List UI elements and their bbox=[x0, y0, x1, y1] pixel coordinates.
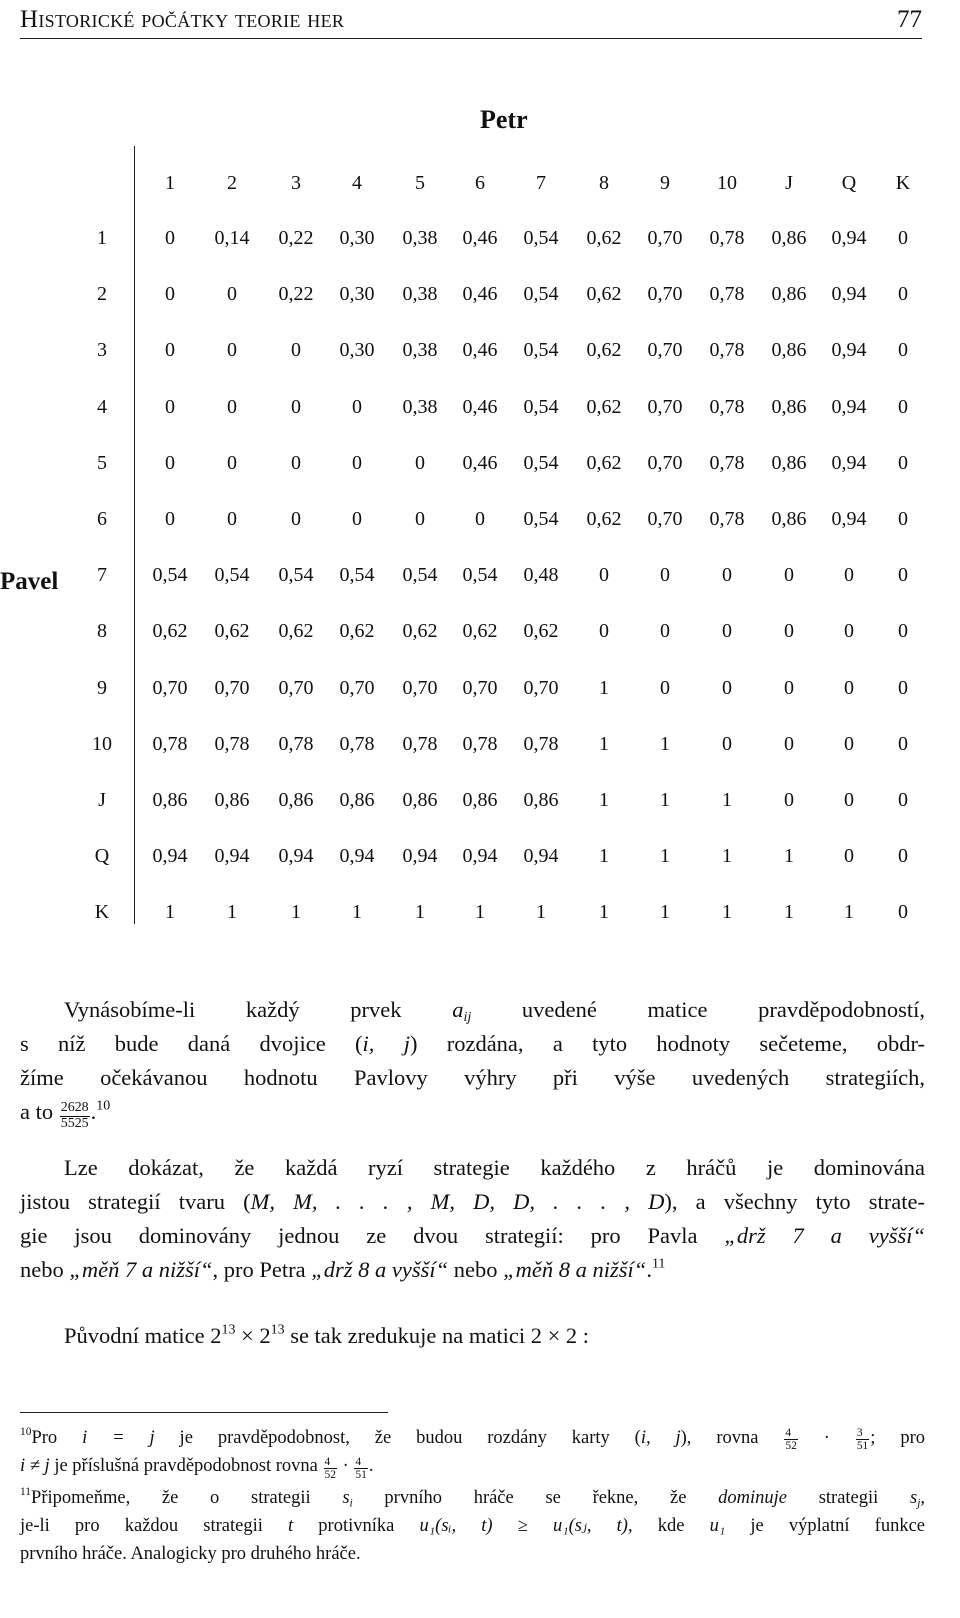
column-header: 9 bbox=[660, 172, 670, 194]
text-run: uvedené matice pravděpodobností, bbox=[471, 997, 925, 1022]
matrix-cell: 0 bbox=[352, 452, 362, 474]
matrix-cell: 0,54 bbox=[523, 396, 559, 418]
text-line bbox=[20, 1253, 925, 1287]
matrix-cell: 0 bbox=[898, 733, 908, 755]
matrix-cell: 1 bbox=[599, 677, 609, 699]
column-header: 2 bbox=[227, 172, 237, 194]
matrix-cell: 0,78 bbox=[339, 733, 375, 755]
row-header: 9 bbox=[97, 677, 107, 699]
matrix-cell: 0,70 bbox=[152, 677, 188, 699]
matrix-cell: 0,38 bbox=[402, 339, 438, 361]
column-header: K bbox=[895, 172, 911, 194]
matrix-cell: 0,94 bbox=[831, 283, 867, 305]
matrix-cell: 0,78 bbox=[709, 227, 745, 249]
matrix-cell: 0,94 bbox=[278, 845, 314, 867]
matrix-cell: 0,70 bbox=[339, 677, 375, 699]
row-header: 6 bbox=[97, 508, 107, 530]
strategy-form: M, M, . . . , M, D, D, . . . , D bbox=[250, 1189, 665, 1214]
matrix-cell: 0 bbox=[784, 677, 794, 699]
matrix-cell: 0,86 bbox=[771, 227, 807, 249]
matrix-cell: 0,38 bbox=[402, 283, 438, 305]
row-header: Q bbox=[94, 845, 110, 867]
matrix-cell: 0,86 bbox=[771, 396, 807, 418]
text-line: žíme očekávanou hodnotu Pavlovy výhry při výše uvedených strategiích, bbox=[20, 1065, 925, 1090]
matrix-cell: 0 bbox=[844, 845, 854, 867]
footnote-rule bbox=[20, 1412, 388, 1413]
matrix-cell: 1 bbox=[475, 901, 485, 923]
matrix-cell: 0 bbox=[165, 283, 175, 305]
matrix-cell: 0 bbox=[898, 845, 908, 867]
matrix-cell: 0 bbox=[722, 677, 732, 699]
matrix-cell: 0 bbox=[898, 283, 908, 305]
matrix-cell: 1 bbox=[599, 845, 609, 867]
matrix-cell: 0 bbox=[844, 789, 854, 811]
text-run: nebo bbox=[20, 1257, 70, 1282]
matrix-cell: 0,62 bbox=[214, 620, 250, 642]
text-run: . bbox=[646, 1257, 652, 1282]
matrix-cell: 0,70 bbox=[647, 339, 683, 361]
matrix-cell: 0 bbox=[898, 564, 908, 586]
matrix-cell: 0 bbox=[784, 564, 794, 586]
matrix-cell: 0,70 bbox=[523, 677, 559, 699]
matrix-cell: 1 bbox=[599, 733, 609, 755]
matrix-cell: 1 bbox=[784, 901, 794, 923]
row-header: 5 bbox=[97, 452, 107, 474]
matrix-cell: 0 bbox=[165, 396, 175, 418]
matrix-cell: 0,78 bbox=[709, 396, 745, 418]
matrix-cell: 1 bbox=[415, 901, 425, 923]
matrix-cell: 0 bbox=[898, 508, 908, 530]
matrix-cell: 0,78 bbox=[152, 733, 188, 755]
matrix-cell: 0 bbox=[898, 901, 908, 923]
matrix-cell: 0,62 bbox=[462, 620, 498, 642]
row-header: K bbox=[94, 901, 110, 923]
matrix-cell: 0 bbox=[784, 789, 794, 811]
matrix-cell: 1 bbox=[660, 901, 670, 923]
matrix-cell: 0,62 bbox=[586, 339, 622, 361]
matrix-cell: 0,94 bbox=[214, 845, 250, 867]
strategy-quote: „měň 7 a nižší“ bbox=[69, 1257, 213, 1282]
math-pair: i, j bbox=[362, 1031, 410, 1056]
text-line: $^{10}$Pro i = j je pravděpodobnost, že budou rozdány karty (i, j), rovna $\frac{4}{52}$ · $\frac{3}{51}$ ; pro bbox=[20, 1425, 925, 1453]
matrix-cell: 0,86 bbox=[339, 789, 375, 811]
matrix-cell: 0 bbox=[227, 396, 237, 418]
matrix-cell: 0 bbox=[291, 452, 301, 474]
matrix-cell: 0,46 bbox=[462, 339, 498, 361]
text-line bbox=[20, 1219, 925, 1253]
fraction: $\frac{4}{52}$ bbox=[324, 1455, 336, 1481]
text-run: s níž bude daná dvojice ( bbox=[20, 1031, 363, 1056]
matrix-cell: 1 bbox=[784, 845, 794, 867]
matrix-cell: 0 bbox=[291, 508, 301, 530]
column-header: 4 bbox=[352, 172, 362, 194]
matrix-cell: 0,70 bbox=[462, 677, 498, 699]
matrix-cell: 0 bbox=[165, 227, 175, 249]
row-header: 8 bbox=[97, 620, 107, 642]
matrix-cell: 0 bbox=[475, 508, 485, 530]
matrix-cell: 0 bbox=[291, 396, 301, 418]
text-run: gie jsou dominovány jednou ze dvou strategií: pro Pavla bbox=[20, 1223, 725, 1248]
matrix-cell: 0,94 bbox=[152, 845, 188, 867]
matrix-cell: 0,86 bbox=[771, 508, 807, 530]
matrix-cell: 0,62 bbox=[152, 620, 188, 642]
matrix-cell: 0,78 bbox=[709, 508, 745, 530]
matrix-cell: 0 bbox=[227, 452, 237, 474]
text-line: $^{11}$Připomeňme, že o strategii $s_i$ prvního hráče se řekne, že dominuje strategii $s_j$, bbox=[20, 1485, 926, 1510]
matrix-cell: 0 bbox=[660, 564, 670, 586]
matrix-cell: 1 bbox=[227, 901, 237, 923]
matrix-cell: 0 bbox=[660, 620, 670, 642]
matrix-cell: 0,70 bbox=[647, 283, 683, 305]
matrix-cell: 0 bbox=[352, 508, 362, 530]
matrix-cell: 0 bbox=[415, 508, 425, 530]
matrix-cell: 0,94 bbox=[339, 845, 375, 867]
row-header: 1 bbox=[97, 227, 107, 249]
matrix-cell: 0,62 bbox=[586, 227, 622, 249]
matrix-cell: 0 bbox=[599, 564, 609, 586]
row-header: 7 bbox=[97, 564, 107, 586]
matrix-cell: 0 bbox=[227, 283, 237, 305]
text-run: Lze dokázat, že každá ryzí strategie každého z hráčů je dominována bbox=[64, 1155, 925, 1180]
matrix-cell: 0,94 bbox=[831, 508, 867, 530]
column-header: J bbox=[785, 172, 793, 194]
matrix-cell: 0 bbox=[784, 620, 794, 642]
matrix-cell: 1 bbox=[660, 845, 670, 867]
matrix-cell: 0,54 bbox=[214, 564, 250, 586]
matrix-cell: 1 bbox=[536, 901, 546, 923]
matrix-cell: 0 bbox=[898, 227, 908, 249]
row-header: J bbox=[98, 789, 106, 811]
matrix-cell: 0,94 bbox=[831, 396, 867, 418]
text-line: prvního hráče. Analogicky pro druhého hráče. bbox=[20, 1544, 361, 1564]
matrix-cell: 0,38 bbox=[402, 396, 438, 418]
column-header: 3 bbox=[291, 172, 301, 194]
text-line bbox=[20, 993, 925, 1027]
matrix-cell: 0 bbox=[844, 677, 854, 699]
matrix-cell: 0,86 bbox=[152, 789, 188, 811]
matrix-cell: 0,94 bbox=[462, 845, 498, 867]
matrix-cell: 1 bbox=[722, 901, 732, 923]
matrix-cell: 0 bbox=[415, 452, 425, 474]
matrix-cell: 0,54 bbox=[402, 564, 438, 586]
paragraph-dominance bbox=[20, 1151, 925, 1287]
matrix-cell: 0,46 bbox=[462, 396, 498, 418]
row-header: 10 bbox=[92, 733, 112, 755]
text-run: ) rozdána, a tyto hodnoty sečeteme, obdr- bbox=[409, 1031, 925, 1056]
column-player-label: Petr bbox=[480, 105, 528, 134]
matrix-cell: 0,78 bbox=[709, 283, 745, 305]
matrix-cell: 0,78 bbox=[709, 452, 745, 474]
fraction: $\frac{2628}{5525}$ bbox=[60, 1100, 89, 1131]
matrix-cell: 0,94 bbox=[523, 845, 559, 867]
text-line bbox=[20, 1151, 925, 1185]
matrix-cell: 1 bbox=[722, 789, 732, 811]
matrix-cell: 0,30 bbox=[339, 339, 375, 361]
matrix-cell: 0,62 bbox=[586, 452, 622, 474]
matrix-cell: 0,54 bbox=[523, 452, 559, 474]
matrix-cell: 0,54 bbox=[339, 564, 375, 586]
fraction: $\frac{4}{51}$ bbox=[355, 1455, 367, 1481]
matrix-cell: 0,78 bbox=[523, 733, 559, 755]
matrix-cell: 0,22 bbox=[278, 227, 314, 249]
matrix-cell: 1 bbox=[165, 901, 175, 923]
matrix-cell: 0,70 bbox=[278, 677, 314, 699]
matrix-cell: 1 bbox=[722, 845, 732, 867]
matrix-cell: 0,94 bbox=[831, 339, 867, 361]
text-run: Vynásobíme-li každý prvek bbox=[64, 997, 453, 1022]
header-title: Historické počátky teorie her bbox=[20, 6, 345, 33]
matrix-cell: 0,78 bbox=[402, 733, 438, 755]
matrix-cell: 1 bbox=[844, 901, 854, 923]
text-run: . bbox=[90, 1099, 97, 1124]
matrix-cell: 0 bbox=[352, 396, 362, 418]
matrix-cell: 0 bbox=[722, 733, 732, 755]
footnote-11 bbox=[20, 1484, 925, 1568]
matrix-cell: 0,62 bbox=[339, 620, 375, 642]
matrix-cell: 0 bbox=[165, 339, 175, 361]
matrix-cell: 0,48 bbox=[523, 564, 559, 586]
column-header: 8 bbox=[599, 172, 609, 194]
matrix-cell: 0,86 bbox=[402, 789, 438, 811]
matrix-cell: 0 bbox=[599, 620, 609, 642]
matrix-cell: 0,70 bbox=[214, 677, 250, 699]
matrix-cell: 0,54 bbox=[523, 508, 559, 530]
matrix-cell: 0,86 bbox=[278, 789, 314, 811]
matrix-cell: 0,54 bbox=[523, 283, 559, 305]
paragraph-reduction: Původní matice $2^{13} \times 2^{13}$ se tak zredukuje na matici 2 × 2 : bbox=[64, 1322, 590, 1348]
footnote-mark: 11 bbox=[20, 1485, 32, 1498]
strategy-quote: „drž 7 a vyšší“ bbox=[724, 1223, 925, 1248]
matrix-cell: 0,46 bbox=[462, 452, 498, 474]
matrix-cell: 0 bbox=[844, 620, 854, 642]
text-run: ), a všechny tyto strate- bbox=[664, 1189, 925, 1214]
paragraph-expected-value bbox=[20, 993, 925, 1131]
matrix-cell: 0 bbox=[898, 396, 908, 418]
text-line bbox=[20, 1095, 925, 1131]
matrix-cell: 0,54 bbox=[152, 564, 188, 586]
matrix-vertical-rule bbox=[134, 146, 135, 924]
strategy-quote: „měň 8 a nižší“ bbox=[503, 1257, 647, 1282]
matrix-cell: 0 bbox=[898, 452, 908, 474]
column-header: 10 bbox=[717, 172, 737, 194]
row-header: 2 bbox=[97, 283, 107, 305]
matrix-cell: 0,62 bbox=[586, 396, 622, 418]
matrix-cell: 0,86 bbox=[462, 789, 498, 811]
matrix-cell: 0,54 bbox=[462, 564, 498, 586]
matrix-cell: 0,70 bbox=[402, 677, 438, 699]
text-run: nebo bbox=[448, 1257, 504, 1282]
column-header: 5 bbox=[415, 172, 425, 194]
row-header: 3 bbox=[97, 339, 107, 361]
footnote-10 bbox=[20, 1424, 925, 1481]
text-line bbox=[20, 1027, 925, 1061]
matrix-cell: 1 bbox=[599, 901, 609, 923]
matrix-cell: 0,78 bbox=[709, 339, 745, 361]
matrix-cell: 0 bbox=[898, 677, 908, 699]
fraction: $\frac{4}{52}$ bbox=[785, 1427, 797, 1453]
column-header: 1 bbox=[165, 172, 175, 194]
matrix-cell: 0,70 bbox=[647, 452, 683, 474]
matrix-cell: 0,30 bbox=[339, 227, 375, 249]
matrix-cell: 0,46 bbox=[462, 283, 498, 305]
column-header: 7 bbox=[536, 172, 546, 194]
matrix-cell: 0 bbox=[165, 508, 175, 530]
matrix-cell: 0 bbox=[784, 733, 794, 755]
matrix-cell: 1 bbox=[660, 789, 670, 811]
matrix-cell: 0,54 bbox=[523, 339, 559, 361]
row-header: 4 bbox=[97, 396, 107, 418]
matrix-cell: 0,14 bbox=[214, 227, 250, 249]
text-run: jistou strategií tvaru ( bbox=[20, 1189, 251, 1214]
matrix-cell: 0,62 bbox=[586, 283, 622, 305]
matrix-cell: 0 bbox=[844, 564, 854, 586]
footnote-ref: 11 bbox=[651, 1256, 666, 1272]
matrix-cell: 0 bbox=[165, 452, 175, 474]
matrix-cell: 0,78 bbox=[462, 733, 498, 755]
matrix-cell: 0,46 bbox=[462, 227, 498, 249]
matrix-cell: 1 bbox=[352, 901, 362, 923]
matrix-cell: 0,70 bbox=[647, 227, 683, 249]
matrix-cell: 0,62 bbox=[586, 508, 622, 530]
footnote-ref: 10 bbox=[96, 1098, 111, 1114]
text-line: je-li pro každou strategii t protivníka u₁(sᵢ, t) ≥ u₁(sⱼ, t), kde u₁ je výplatní funkce bbox=[20, 1516, 926, 1536]
matrix-cell: 0 bbox=[227, 508, 237, 530]
matrix-cell: 0,30 bbox=[339, 283, 375, 305]
matrix-cell: 0,62 bbox=[402, 620, 438, 642]
matrix-cell: 0,86 bbox=[771, 452, 807, 474]
matrix-cell: 0 bbox=[660, 677, 670, 699]
text-run: , pro Petra bbox=[212, 1257, 312, 1282]
matrix-cell: 0,78 bbox=[214, 733, 250, 755]
column-header: Q bbox=[841, 172, 857, 194]
matrix-cell: 0,94 bbox=[402, 845, 438, 867]
matrix-element-symbol: $a_{ij}$ bbox=[452, 997, 472, 1026]
matrix-cell: 0,54 bbox=[523, 227, 559, 249]
text-line: i ≠ j je příslušná pravděpodobnost rovna $\frac{4}{52}$ · $\frac{4}{51}$ . bbox=[20, 1455, 374, 1481]
column-header: 6 bbox=[475, 172, 485, 194]
matrix-cell: 1 bbox=[291, 901, 301, 923]
matrix-cell: 0,86 bbox=[214, 789, 250, 811]
matrix-cell: 0 bbox=[898, 620, 908, 642]
matrix-cell: 0,70 bbox=[647, 508, 683, 530]
matrix-cell: 0,86 bbox=[771, 283, 807, 305]
matrix-cell: 0 bbox=[844, 733, 854, 755]
matrix-cell: 1 bbox=[660, 733, 670, 755]
matrix-cell: 0 bbox=[291, 339, 301, 361]
row-player-label: Pavel bbox=[0, 568, 59, 595]
text-line bbox=[20, 1185, 925, 1219]
matrix-cell: 0,70 bbox=[647, 396, 683, 418]
page-number: 77 bbox=[897, 6, 922, 33]
matrix-cell: 0,62 bbox=[523, 620, 559, 642]
matrix-cell: 0 bbox=[722, 620, 732, 642]
matrix-cell: 0,38 bbox=[402, 227, 438, 249]
matrix-cell: 0 bbox=[722, 564, 732, 586]
strategy-quote: „drž 8 a vyšší“ bbox=[311, 1257, 449, 1282]
footnote-mark: 10 bbox=[20, 1425, 32, 1438]
matrix-cell: 0,94 bbox=[831, 227, 867, 249]
matrix-cell: 0,62 bbox=[278, 620, 314, 642]
fraction: $\frac{3}{51}$ bbox=[856, 1427, 869, 1453]
matrix-cell: 0 bbox=[227, 339, 237, 361]
matrix-cell: 0,86 bbox=[523, 789, 559, 811]
matrix-cell: 0,54 bbox=[278, 564, 314, 586]
matrix-cell: 0,86 bbox=[771, 339, 807, 361]
matrix-cell: 0,78 bbox=[278, 733, 314, 755]
matrix-cell: 0 bbox=[898, 339, 908, 361]
matrix-cell: 1 bbox=[599, 789, 609, 811]
matrix-cell: 0,94 bbox=[831, 452, 867, 474]
matrix-cell: 0,22 bbox=[278, 283, 314, 305]
matrix-cell: 0 bbox=[898, 789, 908, 811]
text-run: a to bbox=[20, 1099, 59, 1124]
